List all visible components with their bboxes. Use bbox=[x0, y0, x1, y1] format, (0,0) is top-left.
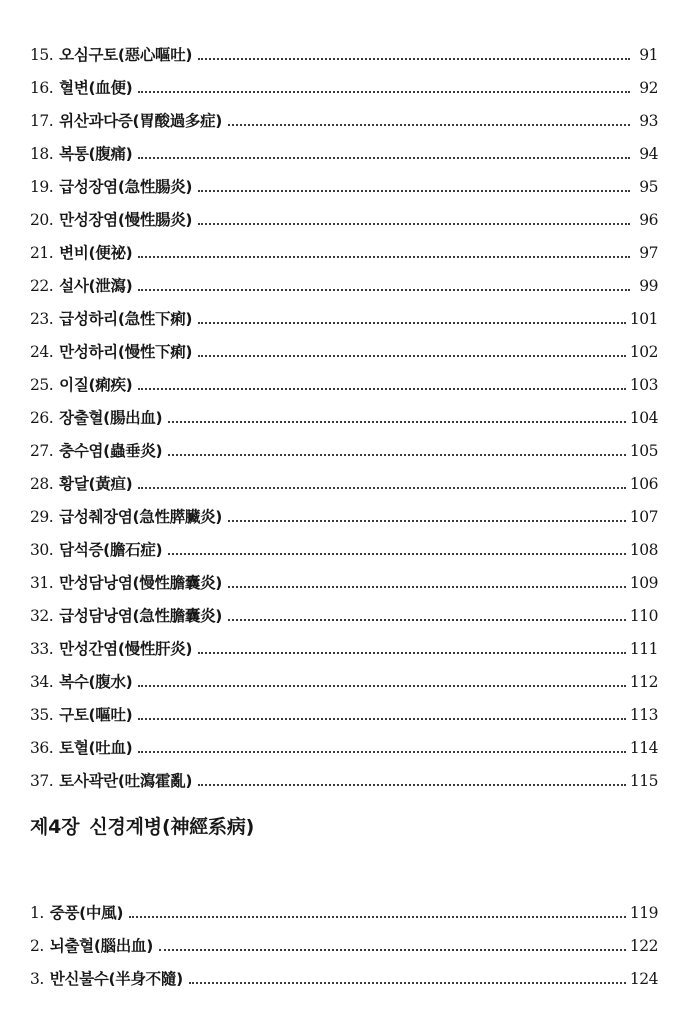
entry-number: 19. bbox=[30, 177, 54, 196]
entry-number: 29. bbox=[30, 507, 54, 526]
entry-number: 26. bbox=[30, 408, 54, 427]
toc-entry[interactable] bbox=[30, 294, 658, 327]
toc-entry[interactable] bbox=[30, 459, 658, 492]
dot-leader bbox=[228, 619, 626, 621]
entry-title: 이질(痢疾) bbox=[59, 375, 133, 394]
toc-entry[interactable] bbox=[30, 723, 658, 756]
dot-leader bbox=[138, 157, 630, 159]
dot-leader bbox=[198, 355, 626, 357]
entry-page-number: 104 bbox=[629, 408, 658, 427]
entry-title: 위산과다증(胃酸過多症) bbox=[59, 111, 223, 130]
entry-title: 구토(嘔吐) bbox=[59, 705, 133, 724]
entry-title: 황달(黃疸) bbox=[59, 474, 133, 493]
toc-entry[interactable] bbox=[30, 393, 658, 426]
dot-leader bbox=[138, 91, 630, 93]
entry-page-number: 95 bbox=[639, 177, 658, 196]
dot-leader bbox=[198, 58, 630, 60]
entry-title: 복수(腹水) bbox=[59, 672, 133, 691]
dot-leader bbox=[168, 454, 626, 456]
entry-number: 21. bbox=[30, 243, 54, 262]
entry-title: 담석증(膽石症) bbox=[59, 540, 163, 559]
toc-entry[interactable] bbox=[30, 261, 658, 294]
entry-title: 토혈(吐血) bbox=[59, 738, 133, 757]
entry-title: 만성간염(慢性肝炎) bbox=[59, 639, 193, 658]
dot-leader bbox=[138, 718, 625, 720]
toc-entry[interactable] bbox=[30, 492, 658, 525]
entry-number: 17. bbox=[30, 111, 54, 130]
entry-title: 급성췌장염(急性膵臟炎) bbox=[59, 507, 223, 526]
entry-page-number: 115 bbox=[629, 771, 658, 790]
entry-number: 23. bbox=[30, 309, 54, 328]
entry-page-number: 124 bbox=[629, 969, 658, 988]
entry-number: 16. bbox=[30, 78, 54, 97]
entry-title: 만성담낭염(慢性膽囊炎) bbox=[59, 573, 223, 592]
entry-title: 복통(腹痛) bbox=[59, 144, 133, 163]
entry-number: 15. bbox=[30, 45, 54, 64]
entry-page-number: 99 bbox=[639, 276, 658, 295]
entry-page-number: 97 bbox=[639, 243, 658, 262]
entry-number: 3. bbox=[30, 969, 44, 988]
entry-title: 만성장염(慢性腸炎) bbox=[59, 210, 193, 229]
entry-title: 장출혈(腸出血) bbox=[59, 408, 163, 427]
entry-number: 2. bbox=[30, 936, 44, 955]
toc-entry[interactable] bbox=[30, 525, 658, 558]
entry-number: 33. bbox=[30, 639, 54, 658]
toc-entry[interactable] bbox=[30, 327, 658, 360]
dot-leader bbox=[198, 190, 630, 192]
dot-leader bbox=[138, 388, 625, 390]
entry-page-number: 114 bbox=[629, 738, 658, 757]
entry-page-number: 108 bbox=[629, 540, 658, 559]
entry-page-number: 93 bbox=[639, 111, 658, 130]
entry-title: 토사곽란(吐瀉霍亂) bbox=[59, 771, 193, 790]
entry-page-number: 119 bbox=[629, 903, 658, 922]
toc-entry[interactable] bbox=[30, 63, 658, 96]
toc-entry[interactable] bbox=[30, 195, 658, 228]
dot-leader bbox=[198, 652, 626, 654]
dot-leader bbox=[138, 685, 625, 687]
toc-entry[interactable] bbox=[30, 96, 658, 129]
entry-number: 28. bbox=[30, 474, 54, 493]
toc-entry[interactable] bbox=[30, 888, 658, 921]
dot-leader bbox=[198, 322, 626, 324]
entry-number: 35. bbox=[30, 705, 54, 724]
dot-leader bbox=[198, 223, 630, 225]
entry-number: 20. bbox=[30, 210, 54, 229]
entry-number: 25. bbox=[30, 375, 54, 394]
toc-entry[interactable] bbox=[30, 360, 658, 393]
entry-title: 혈변(血便) bbox=[59, 78, 133, 97]
entry-page-number: 102 bbox=[629, 342, 658, 361]
entry-number: 27. bbox=[30, 441, 54, 460]
dot-leader bbox=[168, 553, 626, 555]
entry-title: 뇌출혈(腦出血) bbox=[49, 936, 153, 955]
entry-title: 만성하리(慢性下痢) bbox=[59, 342, 193, 361]
entry-title: 급성장염(急性腸炎) bbox=[59, 177, 193, 196]
entry-page-number: 122 bbox=[629, 936, 658, 955]
toc-entry[interactable] bbox=[30, 756, 658, 789]
toc-entry[interactable] bbox=[30, 921, 658, 954]
entry-number: 24. bbox=[30, 342, 54, 361]
entry-number: 30. bbox=[30, 540, 54, 559]
toc-entry[interactable] bbox=[30, 558, 658, 591]
toc-entry[interactable] bbox=[30, 690, 658, 723]
entry-page-number: 96 bbox=[639, 210, 658, 229]
entry-number: 31. bbox=[30, 573, 54, 592]
entry-page-number: 106 bbox=[629, 474, 658, 493]
entry-page-number: 111 bbox=[629, 639, 658, 658]
dot-leader bbox=[138, 751, 625, 753]
entry-page-number: 110 bbox=[629, 606, 658, 625]
toc-entry[interactable] bbox=[30, 129, 658, 162]
entry-number: 32. bbox=[30, 606, 54, 625]
dot-leader bbox=[168, 421, 626, 423]
dot-leader bbox=[129, 916, 626, 918]
toc-entry[interactable] bbox=[30, 624, 658, 657]
entry-page-number: 105 bbox=[629, 441, 658, 460]
chapter-label: 제4장 bbox=[30, 816, 80, 838]
entry-number: 22. bbox=[30, 276, 54, 295]
entry-number: 36. bbox=[30, 738, 54, 757]
entry-page-number: 101 bbox=[629, 309, 658, 328]
dot-leader bbox=[198, 784, 626, 786]
entry-page-number: 91 bbox=[639, 45, 658, 64]
dot-leader bbox=[138, 289, 630, 291]
toc-entry[interactable] bbox=[30, 591, 658, 624]
chapter-heading bbox=[30, 818, 254, 837]
dot-leader bbox=[228, 520, 626, 522]
entry-page-number: 112 bbox=[629, 672, 658, 691]
toc-entry[interactable] bbox=[30, 657, 658, 690]
entry-page-number: 94 bbox=[639, 144, 658, 163]
entry-title: 충수염(蟲垂炎) bbox=[59, 441, 163, 460]
entry-page-number: 107 bbox=[629, 507, 658, 526]
chapter-title: 신경계병(神經系病) bbox=[89, 816, 255, 838]
entry-title: 중풍(中風) bbox=[49, 903, 124, 922]
entry-page-number: 103 bbox=[629, 375, 658, 394]
toc-entry[interactable] bbox=[30, 954, 658, 987]
dot-leader bbox=[228, 124, 630, 126]
entry-page-number: 92 bbox=[639, 78, 658, 97]
entry-title: 변비(便祕) bbox=[59, 243, 133, 262]
toc-entry[interactable] bbox=[30, 30, 658, 63]
toc-entry[interactable] bbox=[30, 228, 658, 261]
dot-leader bbox=[189, 982, 626, 984]
entry-page-number: 113 bbox=[629, 705, 658, 724]
dot-leader bbox=[159, 949, 626, 951]
entry-title: 급성하리(急性下痢) bbox=[59, 309, 193, 328]
entry-title: 설사(泄瀉) bbox=[59, 276, 133, 295]
dot-leader bbox=[228, 586, 626, 588]
entry-number: 37. bbox=[30, 771, 54, 790]
entry-title: 급성담낭염(急性膽囊炎) bbox=[59, 606, 223, 625]
toc-entry[interactable] bbox=[30, 426, 658, 459]
entry-number: 18. bbox=[30, 144, 54, 163]
dot-leader bbox=[138, 487, 625, 489]
toc-list-chapter-3 bbox=[30, 30, 658, 789]
entry-title: 반신불수(半身不隨) bbox=[49, 969, 183, 988]
entry-number: 1. bbox=[30, 903, 44, 922]
entry-number: 34. bbox=[30, 672, 54, 691]
entry-title: 오심구토(惡心嘔吐) bbox=[59, 45, 193, 64]
toc-entry[interactable] bbox=[30, 162, 658, 195]
entry-page-number: 109 bbox=[629, 573, 658, 592]
dot-leader bbox=[138, 256, 630, 258]
toc-list-chapter-4 bbox=[30, 888, 658, 987]
